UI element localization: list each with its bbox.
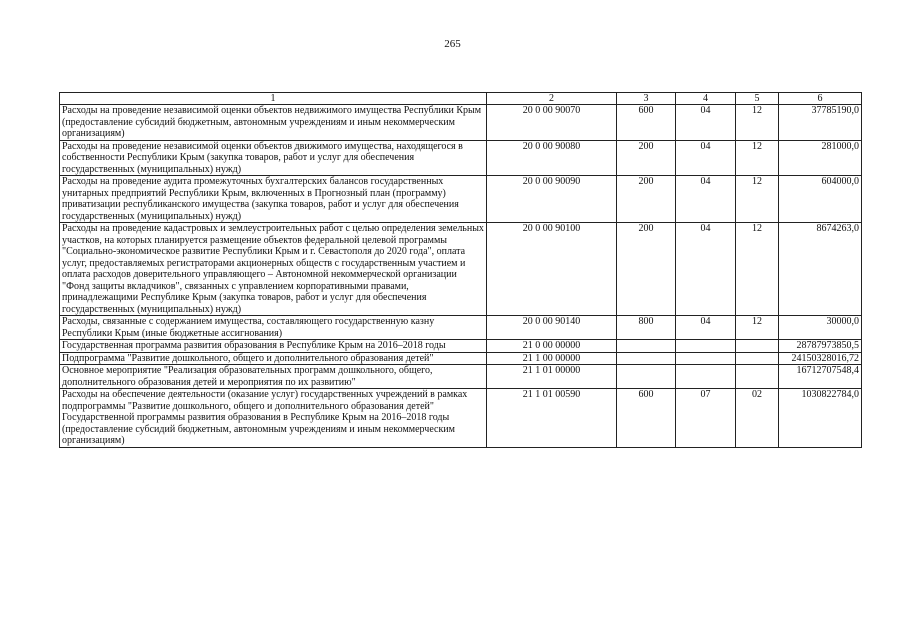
table-row — [60, 340, 862, 353]
target-article-code: 20 0 00 90140 — [487, 316, 617, 340]
expense-type-code: 200 — [617, 140, 676, 176]
table-row — [60, 365, 862, 389]
subsection-code: 12 — [736, 140, 779, 176]
table-header-row — [60, 93, 862, 105]
page-number: 265 — [444, 38, 461, 50]
expense-name: Государственная программа развития образования в Республике Крым на 2016–2018 годы — [60, 340, 487, 353]
subsection-code: 12 — [736, 105, 779, 141]
table-row — [60, 140, 862, 176]
expense-type-code: 200 — [617, 223, 676, 316]
target-article-code: 21 0 00 00000 — [487, 340, 617, 353]
amount: 16712707548,4 — [779, 365, 862, 389]
table-row — [60, 316, 862, 340]
expense-type-code: 800 — [617, 316, 676, 340]
expense-name: Расходы, связанные с содержанием имущества, составляющего государственную казну Республики Крым (иные бюджетные ассигнования) — [60, 316, 487, 340]
table-row — [60, 352, 862, 365]
table-row — [60, 389, 862, 448]
amount: 281000,0 — [779, 140, 862, 176]
table-row — [60, 105, 862, 141]
column-header: 4 — [676, 93, 736, 105]
section-code: 04 — [676, 140, 736, 176]
section-code — [676, 365, 736, 389]
section-code: 04 — [676, 176, 736, 223]
budget-table — [59, 92, 862, 448]
expense-name: Подпрограмма "Развитие дошкольного, общего и дополнительного образования детей" — [60, 352, 487, 365]
target-article-code: 20 0 00 90080 — [487, 140, 617, 176]
column-header: 6 — [779, 93, 862, 105]
target-article-code: 20 0 00 90090 — [487, 176, 617, 223]
expense-name: Расходы на проведение независимой оценки объектов недвижимого имущества Республики Крым (предоставление субсидий бюджетным, автономным учреждениям и иным некоммерческим организациям) — [60, 105, 487, 141]
subsection-code: 12 — [736, 316, 779, 340]
expense-type-code: 600 — [617, 389, 676, 448]
subsection-code — [736, 352, 779, 365]
expense-name: Расходы на проведение кадастровых и землеустроительных работ с целью определения земельных участков, на которых планируется размещение объектов федеральной целевой программы "Социально-экономическое развитие Республики Крым и г. Севастополя до 2020 года", оплата услуг, предоставляемых регистраторами акционерных обществ с государственным участием и оплата расходов доверительного управляющего – Автономной некоммерческой организации "Фонд защиты вкладчиков", связанных с управлением корпоративными правами, принадлежащими Республике Крым (закупка товаров, работ и услуг для обеспечения государственных (муниципальных) нужд) — [60, 223, 487, 316]
subsection-code: 12 — [736, 176, 779, 223]
target-article-code: 21 1 01 00590 — [487, 389, 617, 448]
expense-name: Расходы на проведение независимой оценки объектов движимого имущества, находящегося в собственности Республики Крым (закупка товаров, работ и услуг для обеспечения государственных (муниципальных) нужд) — [60, 140, 487, 176]
amount: 1030822784,0 — [779, 389, 862, 448]
amount: 8674263,0 — [779, 223, 862, 316]
section-code: 04 — [676, 223, 736, 316]
column-header: 1 — [60, 93, 487, 105]
column-header: 3 — [617, 93, 676, 105]
expense-name: Расходы на проведение аудита промежуточных бухгалтерских балансов государственных унитарных предприятий Республики Крым, включенных в Прогнозный план (программу) приватизации республиканского имущества (закупка товаров, работ и услуг для обеспечения государственных (муниципальных) нужд) — [60, 176, 487, 223]
amount: 37785190,0 — [779, 105, 862, 141]
expense-type-code — [617, 365, 676, 389]
amount: 28787973850,5 — [779, 340, 862, 353]
target-article-code: 21 1 00 00000 — [487, 352, 617, 365]
section-code: 04 — [676, 316, 736, 340]
section-code — [676, 352, 736, 365]
expense-type-code: 600 — [617, 105, 676, 141]
target-article-code: 20 0 00 90070 — [487, 105, 617, 141]
subsection-code: 12 — [736, 223, 779, 316]
expense-name: Основное мероприятие "Реализация образовательных программ дошкольного, общего, дополнительного образования детей и мероприятия по их развитию" — [60, 365, 487, 389]
section-code — [676, 340, 736, 353]
expense-name: Расходы на обеспечение деятельности (оказание услуг) государственных учреждений в рамках подпрограммы "Развитие дошкольного, общего и дополнительного образования детей" Государственной программы развития образования в Республике Крым на 2016–2018 годы (предоставление субсидий бюджетным, автономным учреждениям и иным некоммерческим организациям) — [60, 389, 487, 448]
section-code: 07 — [676, 389, 736, 448]
target-article-code: 21 1 01 00000 — [487, 365, 617, 389]
subsection-code: 02 — [736, 389, 779, 448]
table-row — [60, 223, 862, 316]
expense-type-code — [617, 352, 676, 365]
expense-type-code: 200 — [617, 176, 676, 223]
section-code: 04 — [676, 105, 736, 141]
table-row — [60, 176, 862, 223]
amount: 24150328016,72 — [779, 352, 862, 365]
column-header: 2 — [487, 93, 617, 105]
subsection-code — [736, 340, 779, 353]
target-article-code: 20 0 00 90100 — [487, 223, 617, 316]
amount: 30000,0 — [779, 316, 862, 340]
column-header: 5 — [736, 93, 779, 105]
amount: 604000,0 — [779, 176, 862, 223]
expense-type-code — [617, 340, 676, 353]
subsection-code — [736, 365, 779, 389]
